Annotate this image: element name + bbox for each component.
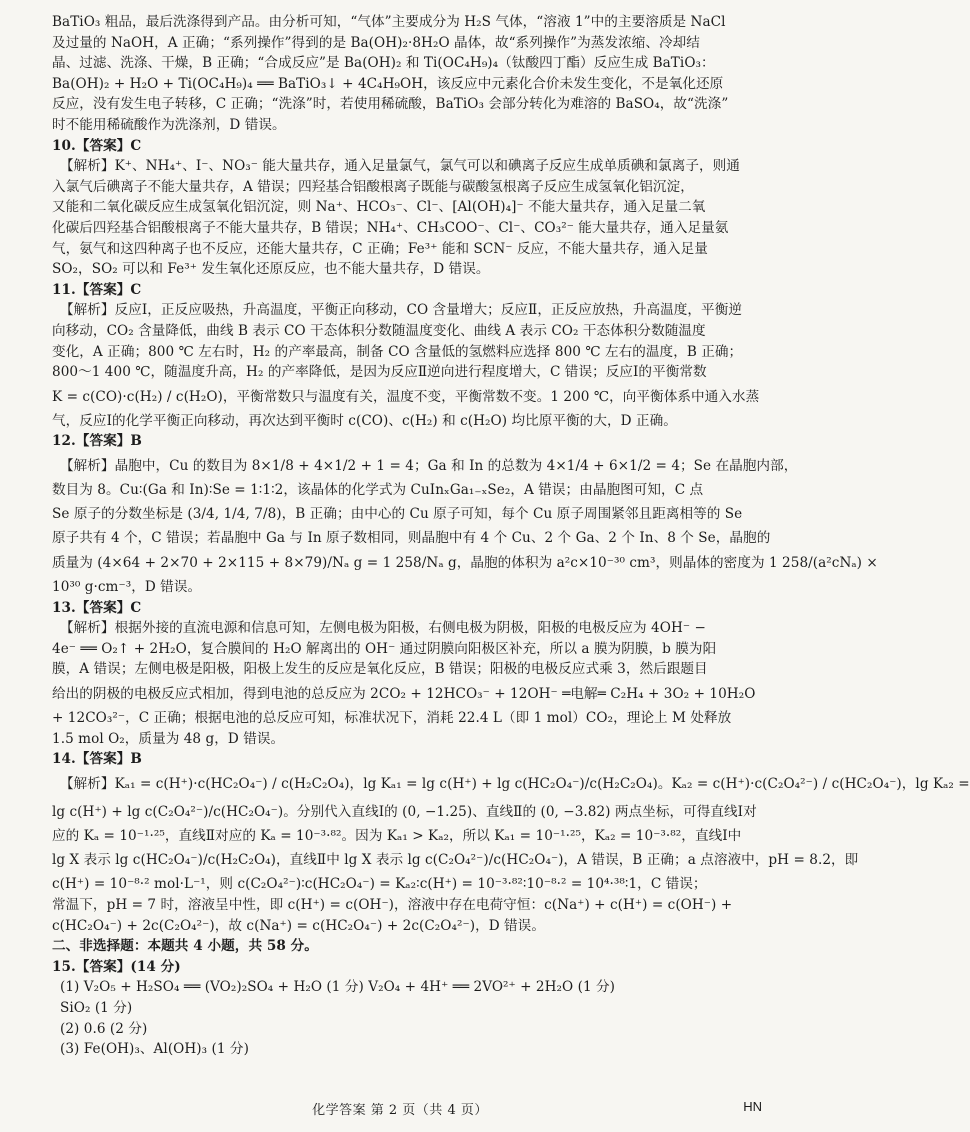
text-line: 质量为 (4×64 + 2×70 + 2×115 + 8×79)/Nₐ g = 1 258/Nₐ g，晶胞的体积为 a²c×10⁻³⁰ cm³，则晶体的密度为 1 258/(a²cNₐ) × <box>52 555 878 572</box>
section-heading: 10.【答案】C <box>52 137 142 154</box>
text-line: 膜，A 错误；左侧电极是阳极，阳极上发生的反应是氧化反应，B 错误；阳极的电极反应式乘 3，然后跟题目 <box>52 661 708 678</box>
section-heading: 14.【答案】B <box>52 751 142 768</box>
section-heading: 15.【答案】(14 分) <box>52 958 181 975</box>
region-code: HN <box>743 1099 762 1114</box>
text-line: (1) V₂O₅ + H₂SO₄ ══ (VO₂)₂SO₄ + H₂O (1 分) V₂O₄ + 4H⁺ ══ 2VO²⁺ + 2H₂O (1 分) <box>60 979 616 996</box>
text-line: c(H⁺) = 10⁻⁸·² mol·L⁻¹，则 c(C₂O₄²⁻)∶c(HC₂O₄⁻) = Kₐ₂∶c(H⁺) = 10⁻³·⁸²∶10⁻⁸·² = 10⁴·³⁸∶1，C 错误； <box>52 876 707 893</box>
text-line: 气，氨气和这四种离子也不反应，还能大量共存，C 正确；Fe³⁺ 能和 SCN⁻ 反应，不能大量共存，通入足量 <box>52 240 708 257</box>
text-line: 【解析】Kₐ₁ = c(H⁺)·c(HC₂O₄⁻) / c(H₂C₂O₄)，lg Kₐ₁ = lg c(H⁺) + lg c(HC₂O₄⁻)/c(H₂C₂O₄)。Kₐ₂ = c(H⁺)·c(C₂O₄²⁻) / c(HC₂O₄⁻)，lg Kₐ₂ = <box>60 775 970 792</box>
text-line: 【解析】晶胞中，Cu 的数目为 8×1/8 + 4×1/2 + 1 = 4；Ga 和 In 的总数为 4×1/4 + 6×1/2 = 4；Se 在晶胞内部， <box>60 457 798 474</box>
text-line: 给出的阴极的电极反应式相加，得到电池的总反应为 2CO₂ + 12HCO₃⁻ + 12OH⁻ ═电解═ C₂H₄ + 3O₂ + 10H₂O <box>52 686 756 703</box>
text-line: 常温下，pH = 7 时，溶液呈中性，即 c(H⁺) = c(OH⁻)，溶液中存在电荷守恒：c(Na⁺) + c(H⁺) = c(OH⁻) + <box>52 897 733 913</box>
text-line: lg c(H⁺) + lg c(C₂O₄²⁻)/c(HC₂O₄⁻)。分别代入直线Ⅰ的 (0, −1.25)、直线Ⅱ的 (0, −3.82) 两点坐标，可得直线Ⅰ对 <box>52 803 757 820</box>
text-line: 【解析】反应Ⅰ，正反应吸热，升高温度，平衡正向移动，CO 含量增大；反应Ⅱ，正反应放热，升高温度，平衡逆 <box>60 302 742 319</box>
page-footer <box>0 1099 800 1118</box>
text-line: 【解析】K⁺、NH₄⁺、I⁻、NO₃⁻ 能大量共存，通入足量氯气，氯气可以和碘离子反应生成单质碘和氯离子，则通 <box>60 158 740 175</box>
text-line: lg X 表示 lg c(HC₂O₄⁻)/c(H₂C₂O₄)，直线Ⅱ中 lg X 表示 lg c(C₂O₄²⁻)/c(HC₂O₄⁻)，A 错误，B 正确；a 点溶液中，pH = 8.2，即 <box>52 852 859 869</box>
section-heading: 11.【答案】C <box>52 281 142 298</box>
text-line: K = c(CO)·c(H₂) / c(H₂O)，平衡常数只与温度有关，温度不变，平衡常数不变。1 200 ℃，向平衡体系中通入水蒸 <box>52 388 760 405</box>
text-line: 及过量的 NaOH，A 正确；“系列操作”得到的是 Ba(OH)₂·8H₂O 晶体，故“系列操作”为蒸发浓缩、冷却结 <box>52 34 700 51</box>
text-line: 1.5 mol O₂，质量为 48 g，D 错误。 <box>52 730 285 747</box>
text-line: (3) Fe(OH)₃、Al(OH)₃ (1 分) <box>60 1041 249 1058</box>
section-heading: 二、非选择题：本题共 4 小题，共 58 分。 <box>52 938 318 955</box>
text-line: 4e⁻ ══ O₂↑ + 2H₂O，复合膜间的 H₂O 解离出的 OH⁻ 通过阴膜向阳极区补充，所以 a 膜为阴膜，b 膜为阳 <box>52 640 717 657</box>
text-line: 晶、过滤、洗涤、干燥，B 正确；“合成反应”是 Ba(OH)₂ 和 Ti(OC₄H₉)₄（钛酸四丁酯）反应生成 BaTiO₃： <box>52 55 715 72</box>
text-line: 气，反应Ⅰ的化学平衡正向移动，再次达到平衡时 c(CO)、c(H₂) 和 c(H₂O) 均比原平衡的大，D 正确。 <box>52 412 677 429</box>
text-line: 【解析】根据外接的直流电源和信息可知，左侧电极为阳极，右侧电极为阴极，阳极的电极反应为 4OH⁻ − <box>60 620 706 637</box>
text-line: BaTiO₃ 粗品，最后洗涤得到产品。由分析可知，“气体”主要成分为 H₂S 气体，“溶液 1”中的主要溶质是 NaCl <box>52 14 726 30</box>
text-line: 化碳后四羟基合铝酸根离子不能大量共存，B 错误；NH₄⁺、CH₃COO⁻、Cl⁻、CO₃²⁻ 能大量共存，通入足量氨 <box>52 219 729 236</box>
text-line: (2) 0.6 (2 分) <box>60 1020 148 1037</box>
text-line: 入氯气后碘离子不能大量共存，A 错误；四羟基合铝酸根离子既能与碳酸氢根离子反应生成氢氧化铝沉淀， <box>52 178 694 195</box>
text-line: 数目为 8。Cu∶(Ga 和 In)∶Se = 1∶1∶2，该晶体的化学式为 CuInₓGa₁₋ₓSe₂，A 错误；由晶胞图可知，C 点 <box>52 481 704 498</box>
text-line: Se 原子的分数坐标是 (3/4, 1/4, 7/8)，B 正确；由中心的 Cu 原子可知，每个 Cu 原子周围紧邻且距离相等的 Se <box>52 506 743 523</box>
text-line: SiO₂ (1 分) <box>60 999 133 1016</box>
text-line: 变化，A 正确；800 ℃ 左右时，H₂ 的产率最高，制备 CO 含量低的氢燃料应选择 800 ℃ 左右的温度，B 正确； <box>52 343 743 360</box>
text-line: Ba(OH)₂ + H₂O + Ti(OC₄H₉)₄ ══ BaTiO₃↓ + 4C₄H₉OH，该反应中元素化合价未发生变化，不是氧化还原 <box>52 75 724 92</box>
text-line: 向移动，CO₂ 含量降低，曲线 B 表示 CO 干态体积分数随温度变化、曲线 A 表示 CO₂ 干态体积分数随温度 <box>52 322 706 339</box>
text-line: + 12CO₃²⁻，C 正确；根据电池的总反应可知，标准状况下，消耗 22.4 L（即 1 mol）CO₂，理论上 M 处释放 <box>52 710 732 727</box>
answer-content <box>52 12 970 1060</box>
text-line: 又能和二氧化碳反应生成氢氧化铝沉淀，则 Na⁺、HCO₃⁻、Cl⁻、[Al(OH)₄]⁻ 不能大量共存，通入足量二氧 <box>52 199 706 216</box>
text-line: SO₂，SO₂ 可以和 Fe³⁺ 发生氧化还原反应，也不能大量共存，D 错误。 <box>52 261 490 278</box>
text-line: 原子共有 4 个，C 错误；若晶胞中 Ga 与 In 原子数相同，则晶胞中有 4 个 Cu、2 个 Ga、2 个 In、8 个 Se，晶胞的 <box>52 530 771 547</box>
section-heading: 12.【答案】B <box>52 433 142 450</box>
section-heading: 13.【答案】C <box>52 599 142 616</box>
text-line: 时不能用稀硫酸作为洗涤剂，D 错误。 <box>52 116 286 133</box>
text-line: 10³⁰ g·cm⁻³，D 错误。 <box>52 579 202 596</box>
text-line: 800～1 400 ℃，随温度升高，H₂ 的产率降低，是因为反应Ⅱ逆向进行程度增大，C 错误；反应Ⅰ的平衡常数 <box>52 364 707 381</box>
text-line: 应的 Kₐ = 10⁻¹·²⁵，直线Ⅱ对应的 Kₐ = 10⁻³·⁸²。因为 Kₐ₁ > Kₐ₂，所以 Kₐ₁ = 10⁻¹·²⁵，Kₐ₂ = 10⁻³·⁸²，直线Ⅰ中 <box>52 827 742 844</box>
text-line: c(HC₂O₄⁻) + 2c(C₂O₄²⁻)，故 c(Na⁺) = c(HC₂O₄⁻) + 2c(C₂O₄²⁻)，D 错误。 <box>52 917 545 934</box>
page-number: 化学答案 第 2 页（共 4 页） <box>312 1103 488 1118</box>
text-line: 反应，没有发生电子转移，C 正确；“洗涤”时，若使用稀硫酸，BaTiO₃ 会部分转化为难溶的 BaSO₄，故“洗涤” <box>52 96 729 113</box>
